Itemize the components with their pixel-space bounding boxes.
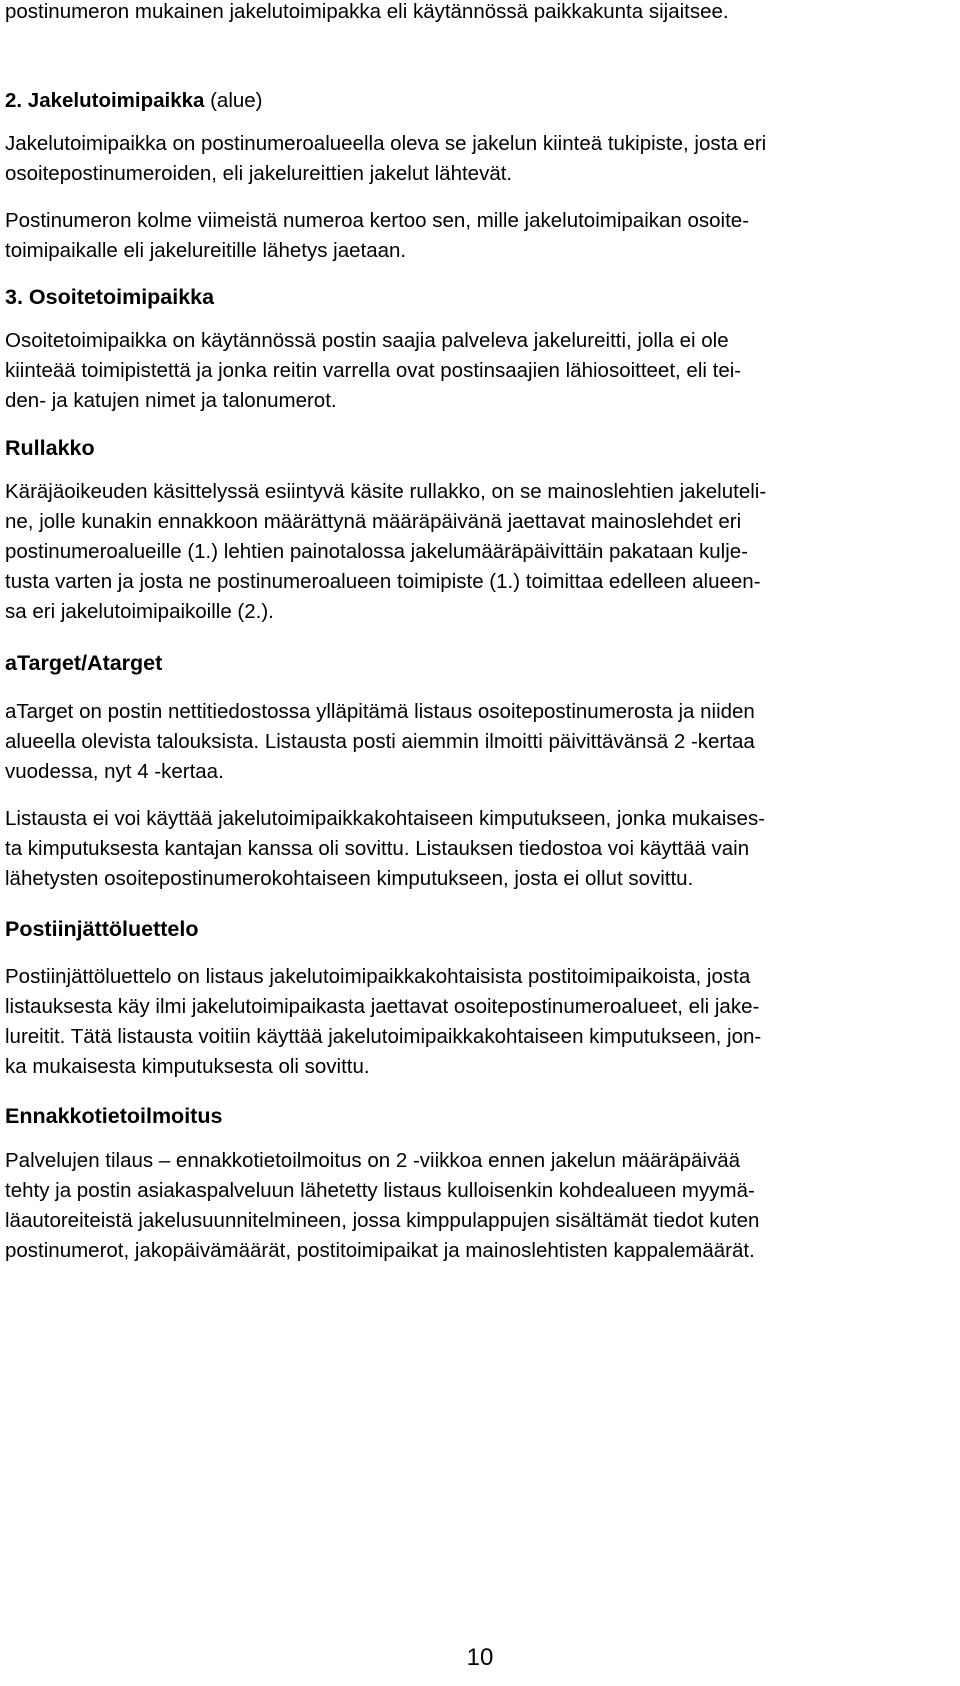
atarget-heading: aTarget/Atarget: [5, 651, 163, 675]
postiinjatto-line1: Postiinjättöluettelo on listaus jakelutoimipaikkakohtaisista postitoimipaikoista, josta: [5, 965, 751, 988]
ennakko-line3: läautoreiteistä jakelusuunnitelmineen, jossa kimppulappujen sisältämät tiedot kuten: [5, 1209, 760, 1232]
page-number: 10: [466, 1644, 494, 1671]
rullakko-heading: Rullakko: [5, 436, 95, 460]
postiinjatto-line3: lureitit. Tätä listausta voitiin käyttää jakelutoimipaikkakohtaiseen kimputukseen, jon-: [5, 1025, 762, 1048]
intro-line: postinumeron mukainen jakelutoimipakka eli käytännössä paikkakunta sijaitsee.: [5, 0, 729, 23]
ennakko-heading: Ennakkotietoilmoitus: [5, 1104, 223, 1128]
rullakko-line1: Käräjäoikeuden käsittelyssä esiintyvä käsite rullakko, on se mainoslehtien jakeluteli-: [5, 480, 767, 503]
atarget-p1-line1: aTarget on postin nettitiedostossa ylläpitämä listaus osoitepostinumerosta ja niiden: [5, 700, 755, 723]
ennakko-line1: Palvelujen tilaus – ennakkotietoilmoitus on 2 -viikkoa ennen jakelun määräpäivää: [5, 1149, 741, 1172]
rullakko-line5: sa eri jakelutoimipaikoille (2.).: [5, 600, 274, 623]
ennakko-line2: tehty ja postin asiakaspalveluun lähetetty listaus kulloisenkin kohdealueen myymä-: [5, 1179, 755, 1202]
atarget-p2-line3: lähetysten osoitepostinumerokohtaiseen kimputukseen, josta ei ollut sovittu.: [5, 867, 694, 890]
atarget-p2-line1: Listausta ei voi käyttää jakelutoimipaikkakohtaiseen kimputukseen, jonka mukaises-: [5, 807, 766, 830]
section-2-p1-line1: Jakelutoimipaikka on postinumeroalueella oleva se jakelun kiinteä tukipiste, josta eri: [5, 132, 767, 155]
section-2-heading: [5, 86, 263, 116]
rullakko-line2: ne, jolle kunakin ennakkoon määrättynä määräpäivänä jaettavat mainoslehdet eri: [5, 510, 742, 533]
atarget-p2-line2: ta kimputuksesta kantajan kanssa oli sovittu. Listauksen tiedostoa voi käyttää vain: [5, 837, 750, 860]
section-3-heading: 3. Osoitetoimipaikka: [5, 285, 215, 309]
postiinjatto-line2: listauksesta käy ilmi jakelutoimipaikasta jaettavat osoitepostinumeroalueet, eli jake-: [5, 995, 760, 1018]
postiinjatto-line4: ka mukaisesta kimputuksesta oli sovittu.: [5, 1055, 370, 1078]
section-2-p2-line1: Postinumeron kolme viimeistä numeroa kertoo sen, mille jakelutoimipaikan osoite-: [5, 209, 750, 232]
section-2-p2-line2: toimipaikalle eli jakelureitille lähetys jaetaan.: [5, 239, 407, 262]
atarget-p1-line3: vuodessa, nyt 4 -kertaa.: [5, 760, 224, 783]
ennakko-line4: postinumerot, jakopäivämäärät, postitoimipaikat ja mainoslehtisten kappalemäärät.: [5, 1239, 755, 1262]
rullakko-line4: tusta varten ja josta ne postinumeroalueen toimipiste (1.) toimittaa edelleen alueen-: [5, 570, 761, 593]
section-3-p1-line1: Osoitetoimipaikka on käytännössä postin saajia palveleva jakelureitti, jolla ei ole: [5, 329, 729, 352]
section-2-heading-bold: 2. Jakelutoimipaikka: [5, 89, 205, 112]
section-2-p1-line2: osoitepostinumeroiden, eli jakelureittien jakelut lähtevät.: [5, 162, 513, 185]
section-3-p1-line3: den- ja katujen nimet ja talonumerot.: [5, 389, 337, 412]
section-3-p1-line2: kiinteää toimipistettä ja jonka reitin varrella ovat postinsaajien lähiosoitteet, eli tei-: [5, 359, 742, 382]
atarget-p1-line2: alueella olevista talouksista. Listausta posti aiemmin ilmoitti päivittävänsä 2 -kertaa: [5, 730, 755, 753]
postiinjatto-heading: Postiinjättöluettelo: [5, 917, 199, 941]
rullakko-line3: postinumeroalueille (1.) lehtien painotalossa jakelumääräpäivittäin pakataan kulje-: [5, 540, 748, 563]
section-2-heading-rest: (alue): [204, 89, 263, 112]
